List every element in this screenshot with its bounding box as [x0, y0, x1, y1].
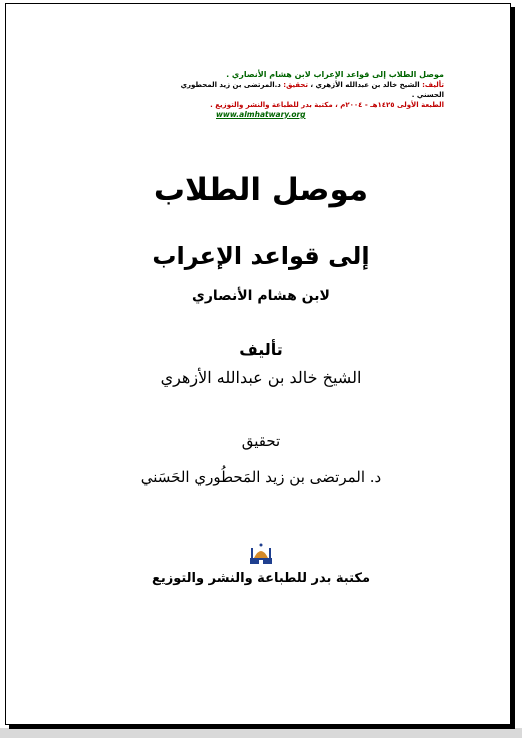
- header-edition: الطبعة الأولى ١٤٢٥هـ - ٢٠٠٤م ، مكتبة بدر للطباعة والنشر والتوزيع .: [210, 101, 444, 109]
- editor-name: د. المرتضى بن زيد المَحطُوري الحَسَني: [140, 468, 382, 486]
- publisher-name: مكتبة بدر للطباعة والنشر والتوزيع: [151, 571, 371, 586]
- book-subtitle: إلى قواعد الإعراب: [152, 242, 370, 270]
- mosque-logo-icon: [248, 540, 274, 566]
- original-author: لابن هشام الأنصاري: [192, 288, 330, 304]
- author-name: الشيخ خالد بن عبدالله الأزهري: [160, 368, 362, 387]
- book-title: موصل الطلاب: [153, 172, 369, 208]
- header-editor-label: تحقيق:: [283, 81, 308, 89]
- by-label: تأليف: [239, 340, 283, 359]
- header-block: [164, 70, 444, 120]
- edit-label: تحقيق: [241, 432, 281, 450]
- header-title: موصل الطلاب إلى قواعد الإعراب لابن هشام الأنصاري .: [226, 70, 444, 79]
- header-editor-text: د.المرتضى بن زيد المحطوري الحسني .: [180, 81, 444, 99]
- page-shadow-strip: [0, 728, 522, 738]
- header-author-label: تأليف:: [422, 81, 444, 89]
- header-author-text: الشيخ خالد بن عبدالله الأزهري ،: [310, 81, 420, 89]
- website-link[interactable]: www.almhatwary.org: [216, 110, 306, 119]
- header-author-line: [164, 80, 444, 100]
